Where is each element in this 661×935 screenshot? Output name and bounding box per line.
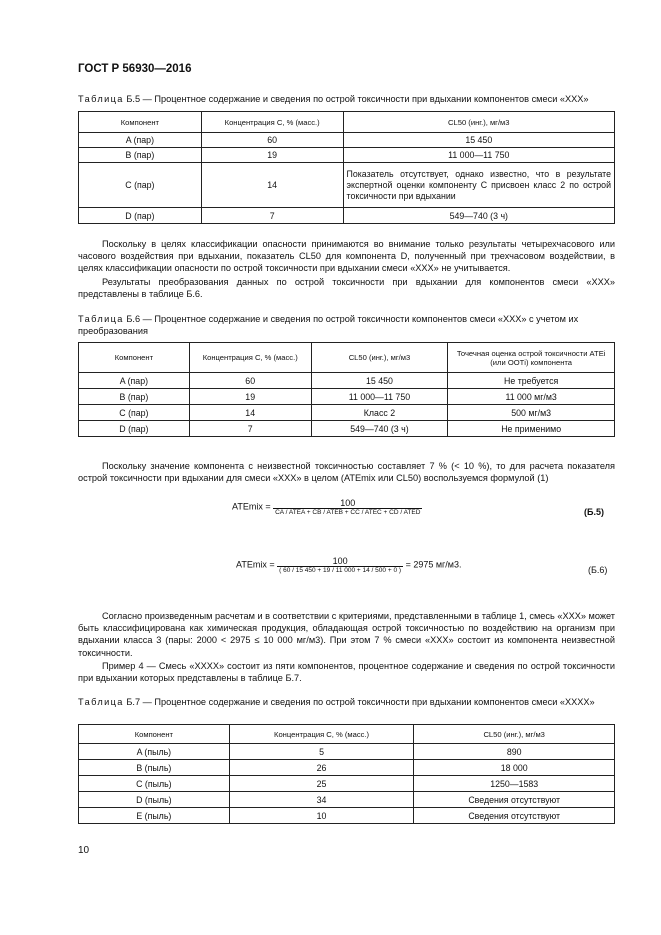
paragraph-5: Пример 4 — Смесь «XXXX» состоит из пяти компонентов, процентное содержание и сведения по острой токсичности при вдыхании которых представлены в таблице Б.7. <box>78 661 615 684</box>
formula-b5-label: (Б.5) <box>584 507 604 517</box>
table-cell: D (пар) <box>79 208 202 224</box>
column-header: Компонент <box>79 343 190 373</box>
table-row <box>79 133 615 148</box>
formula-b6 <box>236 556 462 574</box>
table-cell: B (пар) <box>79 148 202 163</box>
table-cell: 15 450 <box>343 133 614 148</box>
table-b6-caption <box>78 313 615 337</box>
table-cell: A (пыль) <box>79 744 230 760</box>
document-header: ГОСТ Р 56930—2016 <box>78 63 192 75</box>
table-header-row <box>79 112 615 133</box>
table-b5-caption <box>78 93 615 105</box>
caption-text: Б.5 — Процентное содержание и сведения по острой токсичности при вдыхании компонентов смеси «XXX» <box>126 94 589 104</box>
table-b7 <box>78 724 615 824</box>
paragraph-1: Поскольку в целях классификации опасности принимаются во внимание только результаты четырехчасового или часового воздействия при вдыхании, показатель CL50 для компонента D, полученный при трехчасовом воздействии, в целях классификации опасности по острой токсичности при вдыхании смеси «XXX» не учитывается. <box>78 239 615 274</box>
column-header: CL50 (инг.), мг/м3 <box>343 112 614 133</box>
table-cell: 60 <box>201 133 343 148</box>
table-header-row <box>79 343 615 373</box>
column-header: Концентрация C, % (масс.) <box>201 112 343 133</box>
table-cell: 15 450 <box>311 373 448 389</box>
table-row <box>79 744 615 760</box>
caption-text: Б.7 — Процентное содержание и сведения по острой токсичности при вдыхании компонентов смеси «XXXX» <box>126 697 595 707</box>
term-b: CB / ATEB <box>312 509 343 516</box>
paragraph-3: Поскольку значение компонента с неизвестной токсичностью составляет 7 % (< 10 %), то для расчета показателя острой токсичности при вдыхании для смеси «XXX» в целом (ATEmix или CL50) воспользуемся формулой (1) <box>78 461 615 484</box>
table-cell: Класс 2 <box>311 405 448 421</box>
table-cell: 19 <box>189 389 311 405</box>
table-cell: 549—740 (3 ч) <box>343 208 614 224</box>
table-cell: 7 <box>189 421 311 437</box>
table-row <box>79 163 615 208</box>
formula-fraction <box>277 556 403 574</box>
column-header: Компонент <box>79 725 230 744</box>
table-cell: 14 <box>201 163 343 208</box>
caption-label: Таблица <box>78 94 124 104</box>
table-row <box>79 208 615 224</box>
formula-fraction <box>273 498 422 516</box>
paragraph-4: Согласно произведенным расчетам и в соответствии с критериями, представленными в таблице 1, смесь «XXX» может быть классифицирована как химическая продукция, обладающая острой токсичностью по воздействию на организм при вдыхании класса 3 (пары: 2000 < 2975 ≤ 10 000 мг/м3). При этом 7 % смеси «XXX» состоит из компонента неизвестной токсичности. <box>78 611 615 658</box>
table-row <box>79 421 615 437</box>
table-cell: A (пар) <box>79 373 190 389</box>
caption-label: Таблица <box>78 697 124 707</box>
table-row <box>79 760 615 776</box>
term-b: 19 / 11 000 <box>323 567 356 574</box>
table-cell: Сведения отсутствуют <box>414 808 615 824</box>
formula-b5 <box>232 498 422 516</box>
table-cell: C (пар) <box>79 163 202 208</box>
table-row <box>79 389 615 405</box>
term-d: 0 <box>393 567 398 574</box>
table-cell: 60 <box>189 373 311 389</box>
table-cell: 890 <box>414 744 615 760</box>
table-cell: A (пар) <box>79 133 202 148</box>
caption-text: Б.6 — Процентное содержание и сведения по острой токсичности компонентов смеси «XXX» с учетом их преобразования <box>78 314 579 336</box>
table-cell: 14 <box>189 405 311 421</box>
table-cell: D (пар) <box>79 421 190 437</box>
table-cell: E (пыль) <box>79 808 230 824</box>
term-c: CC / ATEC <box>350 509 382 516</box>
table-cell: 7 <box>201 208 343 224</box>
term-a: CA / ATEA <box>275 509 305 516</box>
table-row <box>79 405 615 421</box>
table-row <box>79 776 615 792</box>
table-cell: Показатель отсутствует, однако известно, что в результате экспертной оценки компоненту C присвоен класс 2 по острой токсичности при вдыхании <box>343 163 614 208</box>
formula-numerator: 100 <box>332 556 348 566</box>
column-header: CL50 (инг.), мг/м3 <box>414 725 615 744</box>
table-cell: 10 <box>229 808 414 824</box>
term-a: 60 / 15 450 <box>283 567 316 574</box>
table-b5 <box>78 111 615 224</box>
column-header: Концентрация C, % (масс.) <box>229 725 414 744</box>
table-cell: D (пыль) <box>79 792 230 808</box>
table-row <box>79 373 615 389</box>
table-cell: C (пыль) <box>79 776 230 792</box>
term-c: 14 / 500 <box>362 567 387 574</box>
column-header: Точечная оценка острой токсичности ATEi (или ООТi) компонента <box>448 343 615 373</box>
table-cell: B (пар) <box>79 389 190 405</box>
table-cell: Не требуется <box>448 373 615 389</box>
table-cell: 11 000—11 750 <box>343 148 614 163</box>
table-cell: 34 <box>229 792 414 808</box>
paragraph-2: Результаты преобразования данных по острой токсичности при вдыхании для компонентов смеси «XXX» представлены в таблице Б.6. <box>78 277 615 300</box>
table-row <box>79 808 615 824</box>
table-cell: Сведения отсутствуют <box>414 792 615 808</box>
formula-numerator: 100 <box>340 498 356 508</box>
table-cell: 5 <box>229 744 414 760</box>
column-header: Компонент <box>79 112 202 133</box>
formula-denominator: CA / ATEA + CB / ATEB + CC / ATEC + CD / ATED <box>275 509 421 516</box>
column-header: CL50 (инг.), мг/м3 <box>311 343 448 373</box>
table-cell: 19 <box>201 148 343 163</box>
table-cell: 11 000—11 750 <box>311 389 448 405</box>
table-header-row <box>79 725 615 744</box>
table-cell: 26 <box>229 760 414 776</box>
table-cell: 1250—1583 <box>414 776 615 792</box>
column-header: Концентрация C, % (масс.) <box>189 343 311 373</box>
formula-result: = 2975 мг/м3. <box>405 559 462 570</box>
table-cell: 500 мг/м3 <box>448 405 615 421</box>
table-cell: 25 <box>229 776 414 792</box>
table-cell: 11 000 мг/м3 <box>448 389 615 405</box>
page-number: 10 <box>78 845 90 856</box>
table-cell: B (пыль) <box>79 760 230 776</box>
table-row <box>79 148 615 163</box>
table-b6 <box>78 342 615 437</box>
table-row <box>79 792 615 808</box>
table-cell: C (пар) <box>79 405 190 421</box>
table-cell: 18 000 <box>414 760 615 776</box>
table-cell: 549—740 (3 ч) <box>311 421 448 437</box>
term-d: CD / ATED <box>389 509 421 516</box>
caption-label: Таблица <box>78 314 124 324</box>
formula-lhs: ATEmix = <box>232 501 271 512</box>
formula-b6-label: (Б.6) <box>588 565 608 575</box>
formula-lhs: ATEmix = <box>236 559 275 570</box>
table-cell: Не применимо <box>448 421 615 437</box>
table-b7-caption <box>78 696 615 708</box>
formula-denominator: ( 60 / 15 450 + 19 / 11 000 + 14 / 500 + 0 ) <box>279 567 402 574</box>
